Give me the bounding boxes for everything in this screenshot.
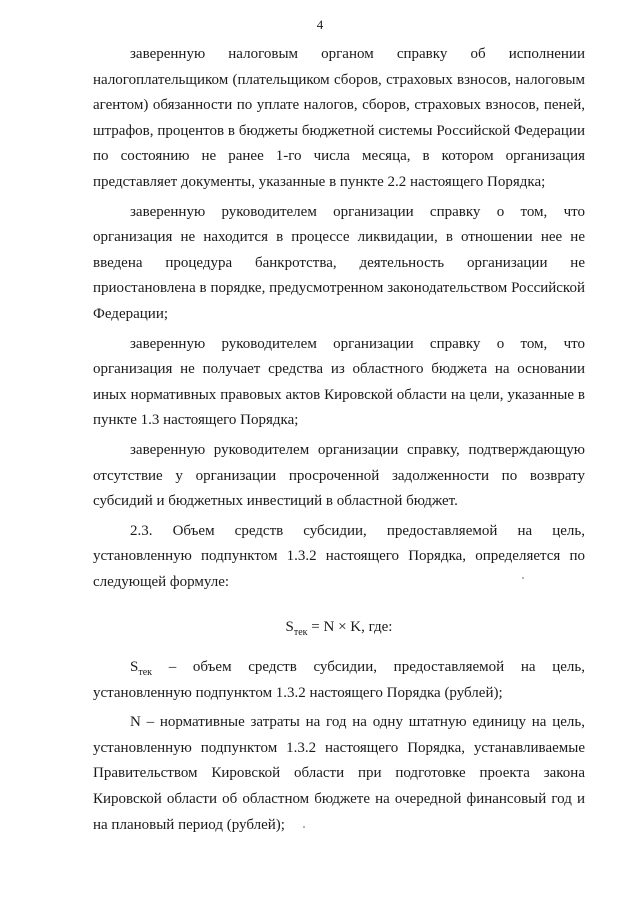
document-body bbox=[93, 42, 585, 838]
paragraph-funding-certificate: заверенную руководителем организации справку о том, что организация не получает средства из областного бюджета на основании иных нормативных правовых актов Кировской области на цели, указанные в пункте 1.3 настоящего Порядка; bbox=[93, 335, 585, 429]
formula-expression: = N × K, где: bbox=[307, 619, 393, 636]
formula-subscript: тек bbox=[293, 627, 308, 639]
paragraph-section-2-3: 2.3. Объем средств субсидии, предоставляемой на цель, установленную подпунктом 1.3.2 настоящего Порядка, определяется по следующей формуле: bbox=[93, 522, 585, 590]
page-number: 4 bbox=[316, 17, 324, 32]
definition-n: N – нормативные затраты на год на одну штатную единицу на цель, установленную подпунктом 1.3.2 настоящего Порядка, устанавливаемые Правительством Кировской области при подготовке проекта закона Кировской области об областном бюджете на очередной финансовый год и на плановый период (рублей); bbox=[93, 714, 585, 833]
formula-symbol: S bbox=[285, 619, 294, 636]
paragraph-debt-certificate: заверенную руководителем организации справку, подтверждающую отсутствие у организации просроченной задолженности по возврату субсидий и бюджетных инвестиций в областной бюджет. bbox=[93, 441, 585, 510]
definition-text: – объем средств субсидии, предоставляемой на цель, установленную подпунктом 1.3.2 настоящего Порядка (рублей); bbox=[93, 659, 585, 701]
paragraph-liquidation-certificate: заверенную руководителем организации справку о том, что организация не находится в процессе ликвидации, в отношении нее не введена процедура банкротства, деятельность организации не приостановлена в порядке, предусмотренном законодательством Российской Федерации; bbox=[93, 203, 585, 322]
scan-speck bbox=[303, 826, 305, 828]
definition-subscript: тек bbox=[138, 667, 153, 679]
scan-speck bbox=[522, 577, 524, 579]
definition-symbol: S bbox=[130, 659, 139, 676]
formula bbox=[93, 615, 585, 641]
definition-s-tek bbox=[93, 655, 585, 706]
paragraph-tax-certificate: заверенную налоговым органом справку об исполнении налогоплательщиком (плательщиком сборов, страховых взносов, налоговым агентом) обязанности по уплате налогов, сборов, страховых взносов, пеней, штрафов, процентов в бюджеты бюджетной системы Российской Федерации по состоянию не ранее 1-го числа месяца, в котором организация представляет документы, указанные в пункте 2.2 настоящего Порядка; bbox=[93, 46, 585, 190]
